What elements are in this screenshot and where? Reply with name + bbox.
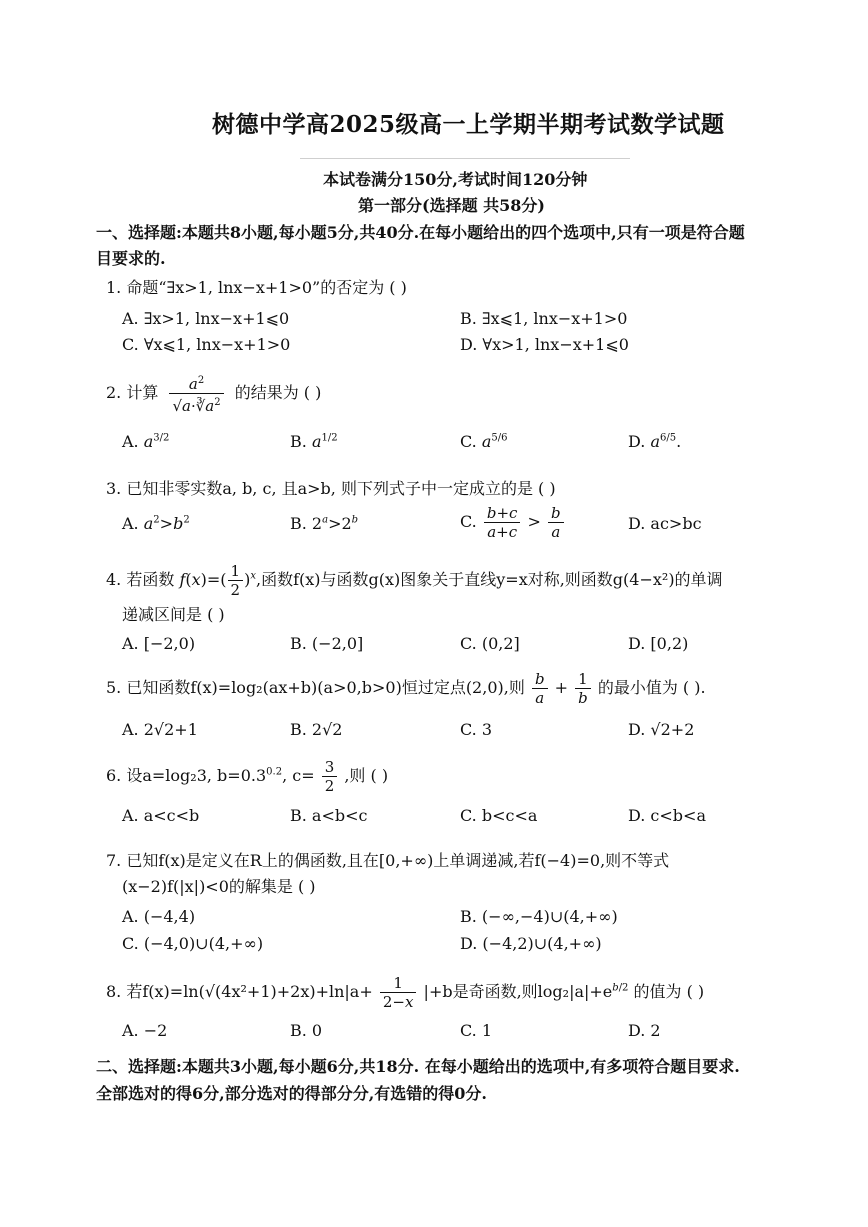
q7-option-b: B. (−∞,−4)∪(4,+∞) bbox=[460, 907, 618, 926]
q4-option-b: B. (−2,0] bbox=[290, 634, 364, 653]
q7-option-d: D. (−4,2)∪(4,+∞) bbox=[460, 934, 602, 953]
q8-option-a: A. −2 bbox=[122, 1021, 168, 1040]
q8-option-c: C. 1 bbox=[460, 1021, 493, 1040]
q3-option-c: C. $\frac{b+c}{a+c}$ > $\frac{b}{a}$ bbox=[460, 504, 566, 541]
q3-option-a: A. $a^2>b^2$ bbox=[122, 514, 190, 533]
q2-option-d: D. $a^{6/5}$. bbox=[628, 432, 682, 451]
q1-option-a: A. ∃x>1, lnx−x+1⩽0 bbox=[122, 309, 290, 328]
q4-stem: 4. 若函数 f(x)=( $\frac{1}{2}$ )$^x$,函数f(x)与函数g(x)图象关于直线y=x对称,则函数g(4−x²)的单调 bbox=[106, 562, 723, 599]
part-heading: 第一部分(选择题 共58分) bbox=[358, 196, 545, 215]
q1-option-b: B. ∃x⩽1, lnx−x+1>0 bbox=[460, 309, 628, 328]
q5-option-c: C. 3 bbox=[460, 720, 493, 739]
q7-option-c: C. (−4,0)∪(4,+∞) bbox=[122, 934, 264, 953]
q2-suffix: 的结果为 ( ) bbox=[234, 383, 322, 402]
q3-option-d: D. ac>bc bbox=[628, 514, 702, 533]
q2-fraction: $\frac{a^2}{√a\cdot∛a^2}$ bbox=[169, 372, 223, 415]
q5-stem: 5. 已知函数f(x)=log₂(ax+b)(a>0,b>0)恒过定点(2,0),则 $\frac{b}{a}$ + $\frac{1}{b}$ 的最小值为 ( ). bbox=[106, 670, 706, 707]
q1-option-d: D. ∀x>1, lnx−x+1⩽0 bbox=[460, 335, 629, 354]
q4-option-c: C. (0,2] bbox=[460, 634, 520, 653]
section2-line2: 全部选对的得6分,部分选对的得部分分,有选错的得0分. bbox=[96, 1084, 487, 1103]
exam-title: 树德中学高2025级高一上学期半期考试数学试题 bbox=[212, 111, 725, 138]
q4-option-d: D. [0,2) bbox=[628, 634, 689, 653]
title-divider bbox=[300, 158, 630, 159]
section1-line1: 一、选择题:本题共8小题,每小题5分,共40分.在每小题给出的四个选项中,只有一项是符合题 bbox=[96, 223, 745, 242]
q2-stem bbox=[106, 372, 321, 415]
q4-option-a: A. [−2,0) bbox=[122, 634, 196, 653]
q6-option-a: A. a<c<b bbox=[122, 806, 200, 825]
q8-stem: 8. 若f(x)=ln(√(4x²+1)+2x)+ln|a+ $\frac{1}{2-x}$ |+b是奇函数,则$\log_2|a|+e^{b/2}$ 的值为 ( ) bbox=[106, 974, 705, 1011]
q7-option-a: A. (−4,4) bbox=[122, 907, 196, 926]
q6-stem: 6. 设a=log₂3, $b=0.3^{0.2}$, c= $\frac{3}{2}$ ,则 ( ) bbox=[106, 758, 389, 795]
q2-option-b: B. $a^{1/2}$ bbox=[290, 432, 338, 451]
q8-option-b: B. 0 bbox=[290, 1021, 323, 1040]
q3-option-b: B. $2^a>2^b$ bbox=[290, 514, 359, 533]
q6-option-d: D. c<b<a bbox=[628, 806, 706, 825]
q3-stem: 3. 已知非零实数a, b, c, 且a>b, 则下列式子中一定成立的是 ( ) bbox=[106, 479, 556, 498]
q1-stem: 1. 命题“∃x>1, lnx−x+1>0”的否定为 ( ) bbox=[106, 278, 407, 297]
q6-option-c: C. b<c<a bbox=[460, 806, 538, 825]
q4-stem-line2: 递减区间是 ( ) bbox=[122, 605, 225, 624]
exam-info: 本试卷满分150分,考试时间120分钟 bbox=[323, 170, 588, 189]
q1-option-c: C. ∀x⩽1, lnx−x+1>0 bbox=[122, 335, 291, 354]
q7-stem-line2: (x−2)f(|x|)<0的解集是 ( ) bbox=[122, 877, 316, 896]
q5-option-a: A. 2√2+1 bbox=[122, 720, 198, 739]
q2-prefix: 2. 计算 bbox=[106, 383, 159, 402]
section1-line2: 目要求的. bbox=[96, 249, 166, 268]
q8-option-d: D. 2 bbox=[628, 1021, 661, 1040]
q5-option-d: D. √2+2 bbox=[628, 720, 695, 739]
q2-option-c: C. $a^{5/6}$ bbox=[460, 432, 508, 451]
q5-option-b: B. 2√2 bbox=[290, 720, 343, 739]
q2-option-a: A. $a^{3/2}$ bbox=[122, 432, 170, 451]
q6-option-b: B. a<b<c bbox=[290, 806, 368, 825]
section2-line1: 二、选择题:本题共3小题,每小题6分,共18分. 在每小题给出的选项中,有多项符合题目要求. bbox=[96, 1057, 740, 1076]
q7-stem-line1: 7. 已知f(x)是定义在R上的偶函数,且在[0,+∞)上单调递减,若f(−4)=0,则不等式 bbox=[106, 851, 670, 870]
